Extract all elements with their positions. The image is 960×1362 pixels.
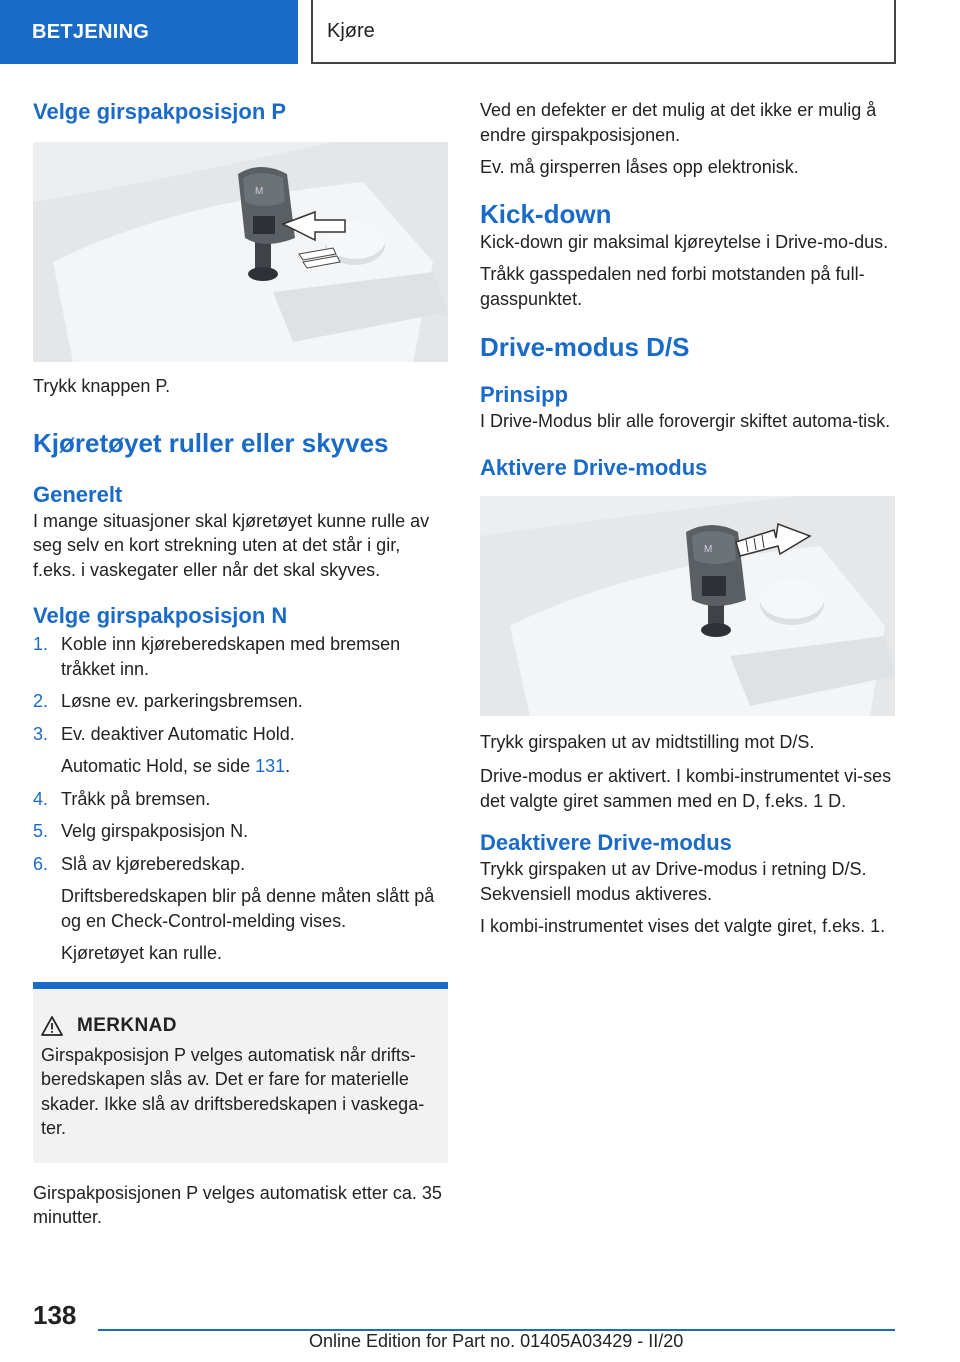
left-column [33,98,448,1230]
heading-general: Generelt [33,481,123,507]
notice-box [33,982,448,1163]
heading-deactivate-drive: Deaktivere Drive-modus [480,830,732,855]
step-number: 1. [33,634,49,654]
step-number: 6. [33,853,49,874]
step-text: Løsne ev. parkeringsbremsen. [61,691,303,711]
activated-text: Drive-modus er aktivert. I kombi-instrumentet vi-ses det valgte giret sammen med en D, f.eks. 1 D. [480,766,892,811]
notice-text: Girspakposisjon P velges automatisk når drifts-beredskapen slås av. Det er fare for materielle skader. Ikke slå av driftsberedskapen i vaskega-ter. [41,1044,425,1138]
deactivate-text-1: Trykk girspaken ut av Drive-modus i retning D/S. Sekvensiell modus aktiveres. [480,859,867,904]
step-sub-text: Driftsberedskapen blir på denne måten slått på og en Check-Control-melding vises. [61,886,435,931]
gear-selector-ds-drawing [480,496,895,716]
fig1-caption: Trykk knappen P. [33,376,171,396]
step-number: 2. [33,691,49,711]
svg-text:M: M [255,186,264,197]
step-text: Koble inn kjøreberedskapen med bremsen tråkket inn. [61,634,401,679]
gear-selector-p-illustration [33,142,448,362]
page-reference-link[interactable]: 131 [255,756,286,776]
right-column [480,98,895,939]
gear-selector-ds-illustration [480,496,895,716]
general-text: I mange situasjoner skal kjøretøyet kunne rulle av seg selv en kort strekning uten at det står i gir, f.eks. i vaskegater eller når det skal skyves. [33,510,430,580]
heading-select-n: Velge girspakposisjon N [33,603,288,628]
list-item [33,689,448,714]
principle-text: I Drive-Modus blir alle forovergir skiftet automa-tisk. [480,411,891,431]
header-section: BETJENING [0,0,298,64]
ref-prefix: Automatic Hold, se side [61,756,256,776]
list-item [33,852,448,966]
heading-vehicle-rolling: Kjøretøyet ruller eller skyves [33,427,389,458]
after-notice-text: Girspakposisjonen P velges automatisk etter ca. 35 minutter. [33,1182,442,1227]
page-number: 138 [33,1300,77,1330]
list-item [33,722,448,779]
notice-header [41,1015,440,1037]
step-number: 5. [33,821,49,841]
step-text: Velg girspakposisjon N. [61,821,249,841]
step-text: Slå av kjøreberedskap. [61,853,246,874]
list-item [33,632,448,681]
step-text: Ev. deaktiver Automatic Hold. [61,723,295,744]
step-text: Tråkk på bremsen. [61,788,211,809]
deactivate-text-2: I kombi-instrumentet vises det valgte giret, f.eks. 1. [480,916,886,936]
heading-activate-drive: Aktivere Drive-modus [480,454,708,480]
heading-drive-mode: Drive-modus D/S [480,332,690,362]
kickdown-text-2: Tråkk gasspedalen ned forbi motstanden på full-gasspunktet. [480,264,865,309]
svg-text:M: M [704,543,713,555]
intro-text-2: Ev. må girsperren låses opp elektronisk. [480,157,799,177]
list-item [33,787,448,812]
ref-suffix: . [285,756,291,776]
notice-title: MERKNAD [77,1014,177,1036]
heading-principle: Prinsipp [480,382,569,407]
heading-kickdown: Kick-down [480,198,612,229]
warning-icon [41,1016,63,1036]
step-number: 3. [33,723,49,744]
list-item [33,819,448,844]
fig2-caption: Trykk girspaken ut av midtstilling mot D/S. [480,731,815,752]
step-number: 4. [33,788,49,809]
step-sub-text [61,754,448,779]
header-chapter: Kjøre [311,0,896,64]
intro-text-1: Ved en defekter er det mulig at det ikke er mulig å endre girspakposisjonen. [480,100,877,145]
steps-list [33,632,448,966]
step-sub-text: Kjøretøyet kan rulle. [61,943,223,963]
heading-select-p: Velge girspakposisjon P [33,99,287,124]
kickdown-text-1: Kick-down gir maksimal kjøreytelse i Drive-mo-dus. [480,231,889,252]
gear-selector-p-drawing [33,142,448,362]
footer-edition: Online Edition for Part no. 01405A03429 - II/20 [309,1331,684,1351]
